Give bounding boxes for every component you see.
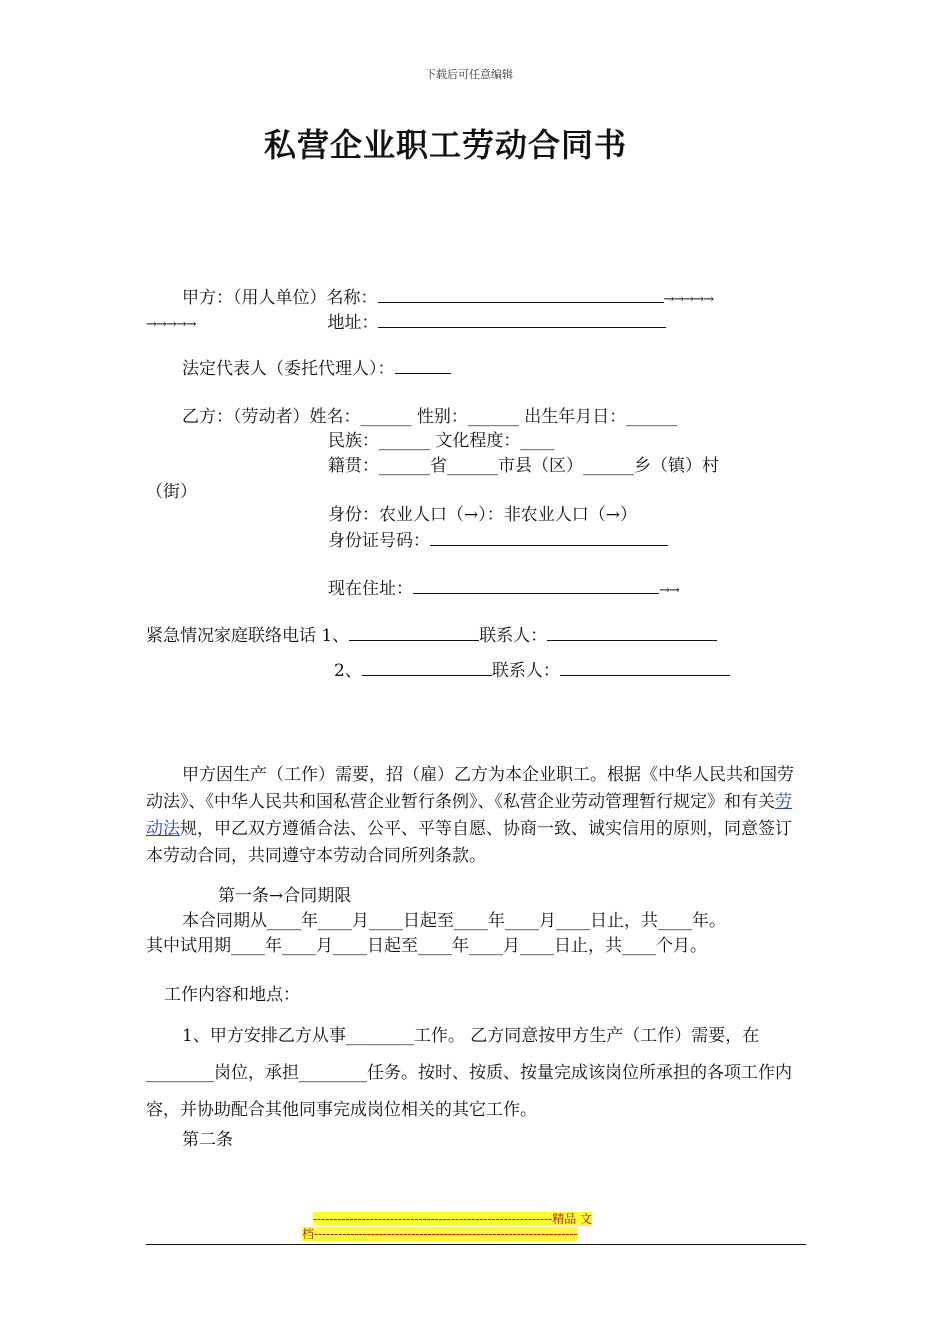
- id-number-label: 身份证号码：: [328, 531, 430, 551]
- party-b-line1: 乙方：（劳动者）姓名：______ 性别：______ 出生年月日：______: [182, 407, 678, 427]
- header-note: 下载后可任意编辑: [425, 68, 513, 81]
- party-a-rep-label: 法定代表人（委托代理人）：: [182, 359, 395, 379]
- footer-line1: -----------------------------------------------------------精品 文: [313, 1212, 593, 1226]
- intro-paragraph: [146, 762, 806, 870]
- contact2-field[interactable]: [560, 658, 730, 676]
- tab-arrows: →→→→→: [146, 317, 196, 332]
- emergency-line1: [146, 623, 717, 648]
- work-heading: 工作内容和地点：: [164, 985, 300, 1005]
- contact-label: 联系人：: [479, 626, 548, 646]
- contact1-field[interactable]: [547, 623, 717, 641]
- intro-part2: 规，甲乙双方遵循合法、公平、平等自愿、协商一致、诚实信用的原则，同意签订本劳动合同，共同遵守本劳动合同所列条款。: [146, 819, 792, 866]
- contact-label: 联系人：: [491, 661, 560, 681]
- current-address-field[interactable]: [413, 576, 659, 594]
- party-a-rep-field[interactable]: [395, 356, 451, 374]
- intro-part1: 甲方因生产（工作）需要，招（雇）乙方为本企业职工。根据《中华人民共和国劳动法》、《中华人民共和国私营企业暂行条例》、《私营企业劳动管理暂行规定》和有关: [146, 765, 794, 812]
- party-a-address-line: [146, 310, 666, 337]
- id-number-field[interactable]: [430, 528, 668, 546]
- emergency-phone1-field[interactable]: [349, 623, 479, 641]
- article1-line1: 本合同期从____年____月____日起至____年____月____日止，共____年。: [182, 911, 726, 931]
- party-b-id-line: [328, 528, 668, 553]
- party-b-address-line: [328, 576, 679, 603]
- emergency-line2-label: 2、: [334, 661, 362, 681]
- footer-line2: 档-----------------------------------------------------------------: [302, 1227, 578, 1241]
- article2-heading: 第二条: [182, 1130, 233, 1150]
- document-title: 私营企业职工劳动合同书: [264, 126, 628, 164]
- party-b-line3: 籍贯：______省______市县（区）______乡（镇）村: [328, 456, 719, 476]
- work-paragraph: 1、甲方安排乙方从事________工作。 乙方同意按甲方生产（工作）需要，在________岗位，承担________任务。按时、按质、按量完成该岗位所承担的各项工作内容，并协助配合其他同事完成岗位相关的其它工作。: [146, 1026, 792, 1120]
- party-a-representative-line: [182, 356, 451, 381]
- emergency-phone-label: 紧急情况家庭联络电话 1、: [146, 626, 350, 646]
- tab-arrows: →→: [659, 583, 679, 598]
- party-b-line4: 身份：农业人口（→）：非农业人口（→）: [328, 505, 637, 525]
- labor-law-link[interactable]: 劳动法: [146, 792, 792, 839]
- current-address-label: 现在住址：: [328, 579, 413, 599]
- party-a-name-line: [182, 285, 713, 312]
- party-a-address-label: 地址：: [327, 313, 379, 333]
- footer-rule: [146, 1244, 806, 1245]
- article1-line2: 其中试用期____年____月____日起至____年____月____日止，共____个月。: [146, 936, 707, 956]
- emergency-phone2-field[interactable]: [362, 658, 492, 676]
- emergency-line2: [334, 658, 730, 683]
- party-a-name-field[interactable]: [378, 285, 664, 303]
- party-b-line3b: （街）: [146, 482, 197, 502]
- party-a-address-field[interactable]: [378, 310, 666, 328]
- party-b-line2: 民族：______ 文化程度：____: [328, 431, 555, 451]
- article1-heading: 第一条→合同期限: [218, 886, 352, 906]
- tab-arrows: →→→→→: [663, 292, 713, 307]
- party-a-name-label: 甲方：（用人单位）名称：: [182, 288, 378, 308]
